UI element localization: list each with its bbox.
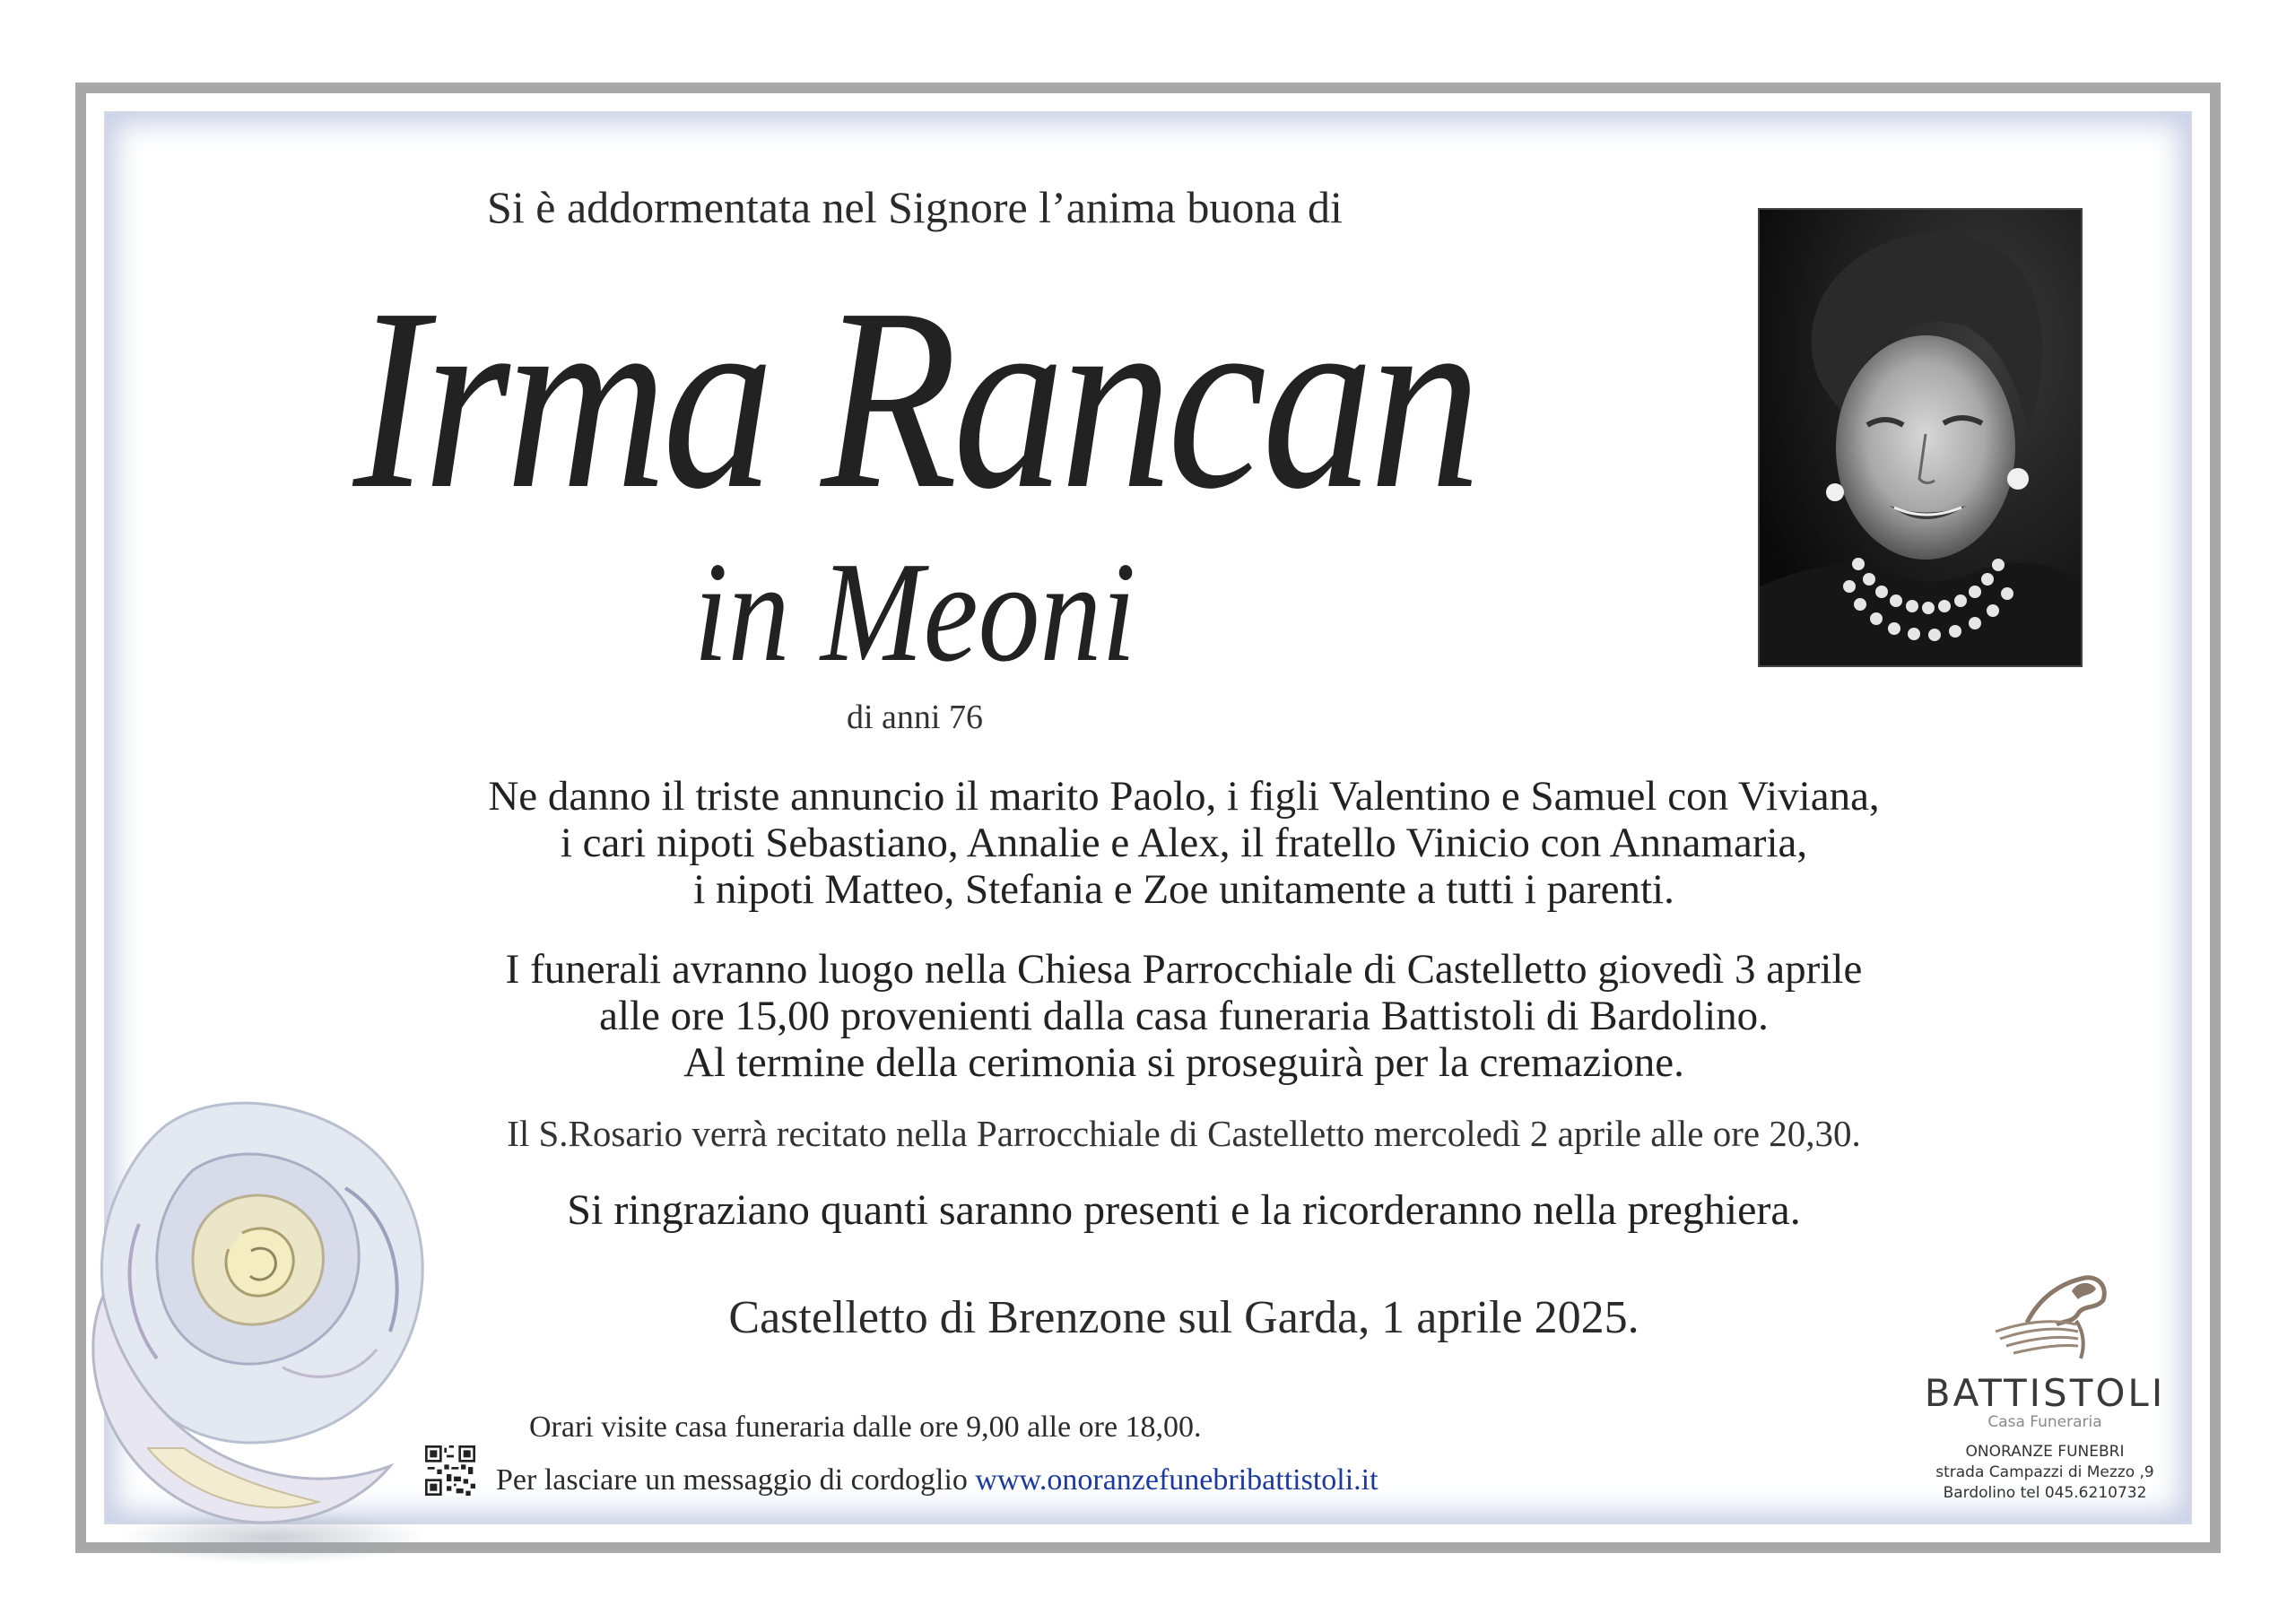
announcement-line: i nipoti Matteo, Stefania e Zoe unitamente a tutti i parenti.: [693, 866, 1674, 913]
brand-subtitle: Casa Funeraria: [1987, 1413, 2102, 1431]
thanks-line: Si ringraziano quanti saranno presenti e la ricorderanno nella preghiera.: [567, 1186, 1801, 1234]
phone-line: Bardolino tel 045.6210732: [1943, 1484, 2147, 1502]
deceased-name: Irma Rancan: [352, 255, 1477, 542]
age-line: di anni 76: [847, 699, 983, 736]
intro-line: Si è addormentata nel Signore l’anima buona di: [487, 182, 1343, 232]
announcement-line: Ne danno il triste annuncio il marito Paolo, i figli Valentino e Samuel con Viviana,: [488, 773, 1880, 820]
rose-illustration: [49, 1072, 471, 1574]
brand-name: BATTISTOLI: [1924, 1371, 2166, 1415]
portrait-image: [1760, 210, 2081, 665]
funeral-home-logo: [1901, 1269, 2188, 1504]
angel-logo-icon: [1978, 1269, 2112, 1367]
announcement-paragraph: [215, 773, 2152, 913]
service-line: ONORANZE FUNEBRI: [1965, 1443, 2125, 1461]
married-name: in Meoni: [693, 532, 1136, 691]
funeral-paragraph: [215, 946, 2152, 1086]
website-link[interactable]: www.onoranzefunebribattistoli.it: [975, 1463, 1378, 1497]
visiting-hours: Orari visite casa funeraria dalle ore 9,00 alle ore 18,00.: [529, 1410, 1202, 1444]
qr-code-icon[interactable]: [425, 1445, 475, 1496]
condolence-message: [496, 1463, 1378, 1497]
funeral-line: Al termine della cerimonia si proseguirà per la cremazione.: [683, 1039, 1684, 1086]
address-line: strada Campazzi di Mezzo ,9: [1935, 1463, 2154, 1481]
portrait-photo: [1758, 208, 2083, 667]
announcement-line: i cari nipoti Sebastiano, Annalie e Alex, il fratello Vinicio con Annamaria,: [560, 820, 1808, 866]
funeral-line: alle ore 15,00 provenienti dalla casa funeraria Battistoli di Bardolino.: [599, 993, 1769, 1039]
condolence-prefix: Per lasciare un messaggio di cordoglio: [496, 1463, 968, 1497]
funeral-line: I funerali avranno luogo nella Chiesa Parrocchiale di Castelletto giovedì 3 aprile: [505, 946, 1863, 993]
rosary-line: Il S.Rosario verrà recitato nella Parrocchiale di Castelletto mercoledì 2 aprile alle ore 20,30.: [507, 1113, 1861, 1154]
funeral-home-info: [1901, 1442, 2188, 1504]
place-date: Castelletto di Brenzone sul Garda, 1 aprile 2025.: [728, 1292, 1639, 1343]
